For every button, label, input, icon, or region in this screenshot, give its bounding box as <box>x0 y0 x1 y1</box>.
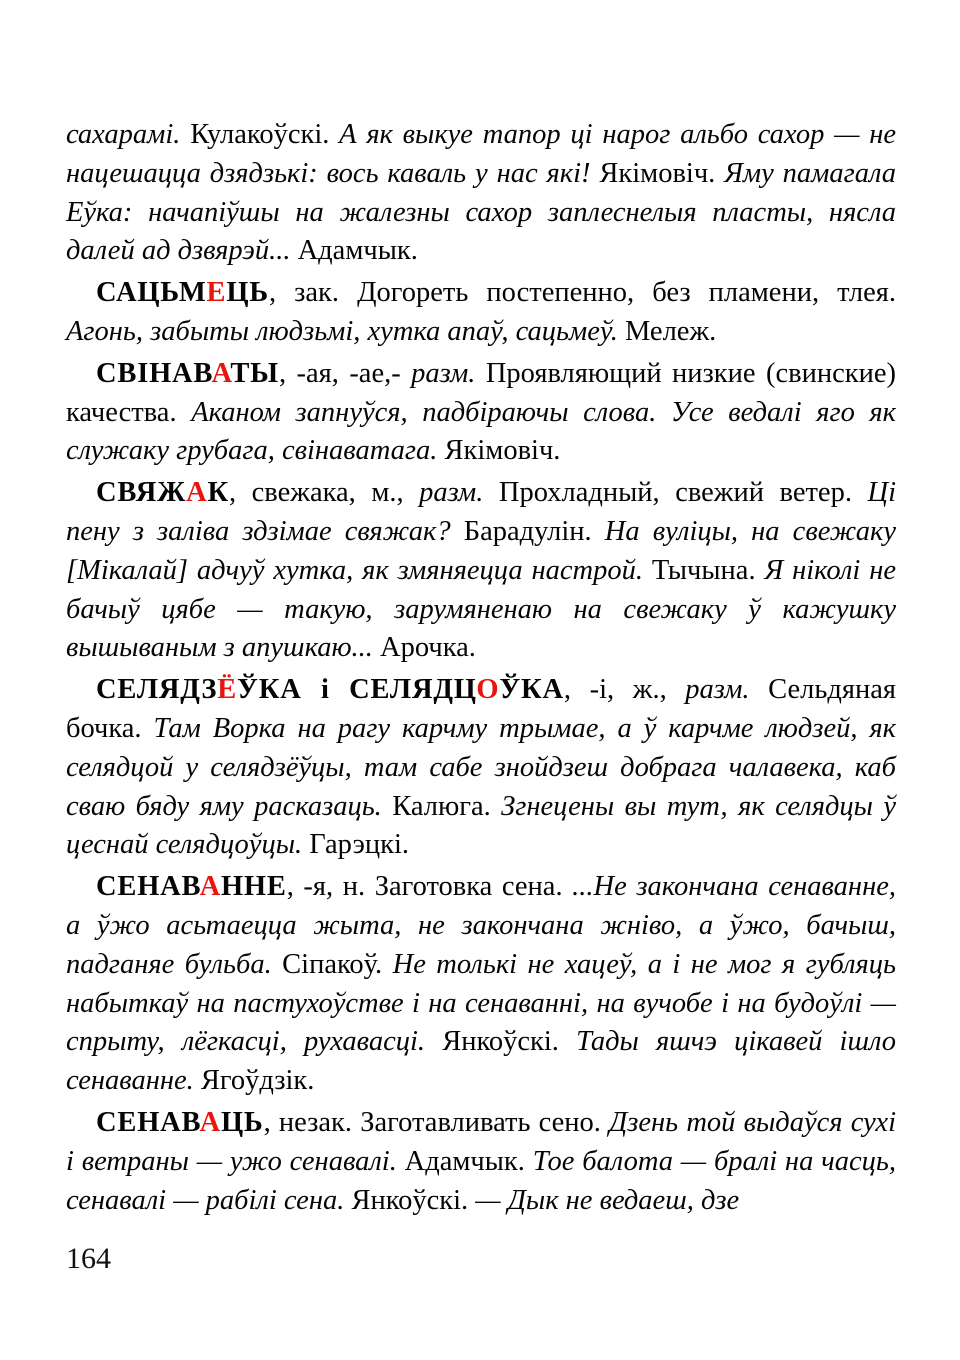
citation-text: Там Ворка на рагу карчму трымае, а ў карчме людзей, як селядцой у селядзёўцы, там сабе знойдзеш добрага чалавека, каб сваю бяду яму расказаць. <box>66 712 896 822</box>
entry-headword: ЦЬ <box>226 277 269 309</box>
dictionary-entry <box>66 274 896 352</box>
definition-text: , свежака, м., <box>229 477 420 509</box>
entry-headword-stressed-letter: А <box>199 871 221 903</box>
entry-headword: СЕНАВ <box>96 1106 200 1138</box>
definition-text: Якімовіч. <box>599 157 725 189</box>
definition-text: , незак. Заготавливать сено. <box>263 1106 610 1138</box>
entry-headword: СЕЛЯДЗ <box>96 674 218 706</box>
citation-text: Тое балота — бралі на часць, сенавалі — рабілі сена. <box>66 1145 896 1216</box>
entry-headword: ЦЬ <box>220 1106 264 1138</box>
entry-headword: СЕНАВ <box>96 871 200 903</box>
entry-headword: ЎКА <box>499 674 564 706</box>
citation-text: Дзень той выдаўся сухі і ветраны — ужо сенавалі. <box>66 1106 897 1177</box>
definition-text: Ягоўдзік. <box>200 1065 315 1097</box>
definition-text: Проявляющий низкие (свинские) качества. <box>66 357 896 428</box>
dictionary-text <box>66 116 896 1220</box>
dictionary-entry <box>66 474 896 668</box>
definition-text: Сельдяная бочка. <box>66 674 896 744</box>
definition-text: Адамчык. <box>297 235 418 267</box>
citation-text: А як выкуе тапор ці нарог альбо сахор — не нацешацца дзядзькі: вось каваль у нас які! <box>66 119 897 189</box>
definition-text: Янкоўскі. <box>351 1184 476 1216</box>
entry-headword-stressed-letter: А <box>186 477 208 509</box>
definition-text: Барадулін. <box>463 515 605 547</box>
citation-text: Згнецены вы тут, як селядцы ў цеснай селядцоўцы. <box>66 790 896 861</box>
citation-text: сахарамі. <box>66 119 191 150</box>
definition-text: , -і, ж., <box>563 674 686 706</box>
entry-headword-stressed-letter: А <box>211 357 231 389</box>
definition-text: Якімовіч. <box>444 435 561 467</box>
definition-text: Арочка. <box>380 632 476 664</box>
entry-headword: ЎКА і СЕЛЯДЦ <box>237 674 477 706</box>
entry-headword: САЦЬМ <box>96 277 207 309</box>
definition-text: , зак. Догореть постепенно, без пламени, тлея. <box>268 277 896 309</box>
dictionary-entry <box>66 868 896 1101</box>
citation-text: разм. <box>419 477 499 509</box>
definition-text: Мележ. <box>624 315 717 347</box>
definition-text: Кулакоўскі. <box>190 119 340 150</box>
citation-text: — Дык не ведаеш, дзе <box>475 1184 740 1216</box>
definition-text: Тычына. <box>651 554 765 586</box>
continuation-paragraph <box>66 116 896 271</box>
entry-headword-stressed-letter: А <box>199 1106 221 1138</box>
citation-text: Ці пену з заліва здзімае свяжак? <box>66 477 896 547</box>
definition-text: Гарэцкі. <box>309 829 410 861</box>
definition-text: , -я, н. Заготовка сена. <box>286 871 573 903</box>
definition-text: Сіпакоў. <box>282 948 393 980</box>
entry-headword: СВЯЖ <box>96 477 187 509</box>
citation-text: разм. <box>685 674 769 706</box>
definition-text: , -ая, -ае,- <box>278 357 412 389</box>
citation-text: Агонь, забыты людзьмі, хутка апаў, сацьмеў. <box>66 315 625 347</box>
citation-text: Тады яшчэ цікавей ішло сенаванне. <box>66 1026 897 1097</box>
citation-text: Я ніколі не бачыў цябе — такую, зарумяненаю на свежаку ў кажушку вышываным з апушкаю... <box>66 554 897 664</box>
dictionary-entry <box>66 355 896 471</box>
entry-headword: К <box>207 477 229 509</box>
entry-headword-stressed-letter: Е <box>206 277 227 309</box>
citation-text: Аканом запнуўся, падбіраючы слова. Усе ведалі яго як служаку грубага, свінаватага. <box>66 396 897 467</box>
citation-text: Яму памагала Еўка: начапіўшы на жалезны сахор заплеснелыя пласты, нясла далей ад дзвярэй... <box>66 157 896 267</box>
citation-text: Не толькі не хацеў, а і не мог я губляць набыткаў на пастухоўстве і на сенаванні, на вучобе і на будоўлі — спрыту, лёгкасці, рухавасці. <box>66 948 896 1058</box>
definition-text: Прохладный, свежий ветер. <box>498 477 868 509</box>
dictionary-entry <box>66 1104 896 1220</box>
entry-headword-stressed-letter: Ё <box>217 674 238 706</box>
citation-text: ...Не закончана сенаванне, а ўжо асьтаецца жыта, не закончана жніво, а ўжо, бачыш, падганяе бульба. <box>66 871 896 980</box>
definition-text: Калюга. <box>392 790 502 822</box>
entry-headword-stressed-letter: О <box>476 674 500 706</box>
definition-text: Янкоўскі. <box>442 1026 577 1058</box>
dictionary-entry <box>66 671 896 865</box>
page-number: 164 <box>66 1242 111 1275</box>
entry-headword: ННЕ <box>220 871 287 903</box>
definition-text: Адамчык. <box>404 1145 533 1177</box>
entry-headword: СВІНАВ <box>96 357 212 389</box>
citation-text: На вуліцы, на свежаку [Мікалай] адчуў хутка, як змяняецца настрой. <box>66 515 897 586</box>
page-footer <box>66 1242 111 1276</box>
citation-text: разм. <box>411 357 486 389</box>
entry-headword: ТЫ <box>230 357 279 389</box>
